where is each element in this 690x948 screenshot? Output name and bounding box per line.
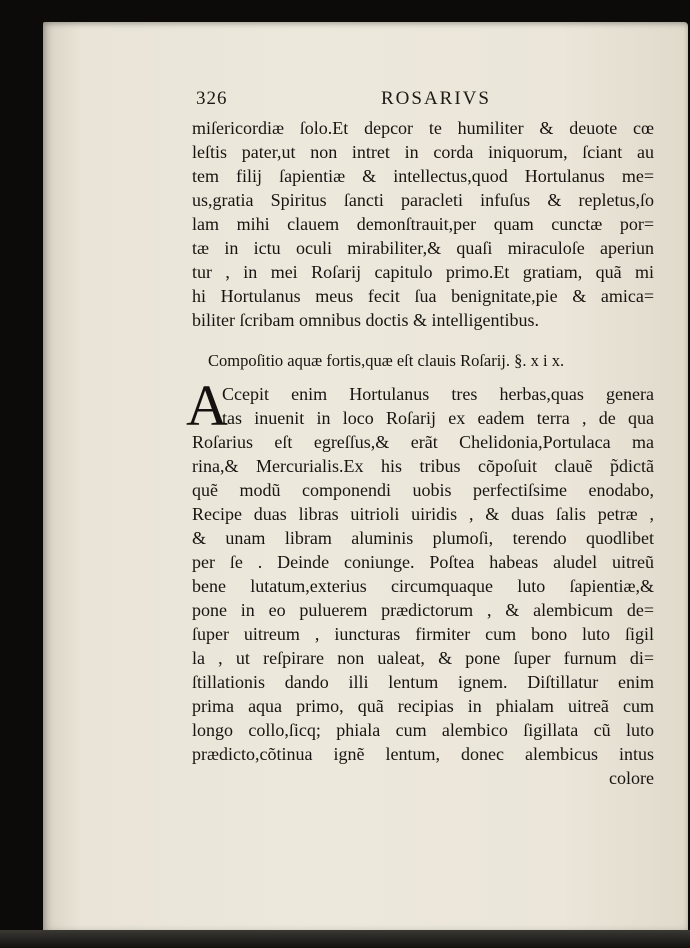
drop-cap: A — [186, 373, 228, 438]
text-line: & unam libram aluminis plumoſi, terendo quodlibet — [192, 528, 654, 548]
text-line: Roſarius eſt egreſſus,& erãt Chelidonia,Portulaca ma — [192, 432, 654, 452]
text-line: miſericordiæ ſolo.Et depcor te humiliter & deuote cœ — [192, 118, 654, 138]
text-line: tæ in ictu oculi mirabiliter,& quaſi miraculoſe aperiun — [192, 238, 654, 258]
paragraph-1 — [192, 116, 654, 332]
text-line: longo collo,ſicq; phiala cum alembico ſigillata cũ luto — [192, 720, 654, 740]
text-line: tem filij ſapientiæ & intellectus,quod Hortulanus me= — [192, 166, 654, 186]
page-number: 326 — [196, 88, 228, 109]
text-line: prædicto,cõtinua ignẽ lentum, donec alembicus intus — [192, 744, 654, 764]
text-line: leſtis pater,ut non intret in corda iniquorum, ſciant au — [192, 142, 654, 162]
text-line: ſuper uitreum , iuncturas firmiter cum bono luto ſigil — [192, 624, 654, 644]
text-line: prima aqua primo, quã recipias in phialam uitreã cum — [192, 696, 654, 716]
running-title: ROSARIVS — [381, 88, 491, 109]
catchword: colore — [609, 768, 654, 788]
text-block — [186, 116, 654, 790]
text-line: bene lutatum,exterius circumquaque luto ſapientiæ,& — [192, 576, 654, 596]
text-line: Ccepit enim Hortulanus tres herbas,quas genera — [222, 384, 654, 404]
text-line: Recipe duas libras uitrioli uiridis , & duas ſalis petræ , — [192, 504, 654, 524]
section-heading: Compoſitio aquæ fortis,quæ eſt clauis Roſarij. §. x i x. — [208, 351, 565, 370]
text-line: per ſe . Deinde coniunge. Poſtea habeas aludel uitreũ — [192, 552, 654, 572]
text-line: biliter ſcribam omnibus doctis & intelligentibus. — [192, 310, 539, 330]
page-header — [196, 88, 666, 112]
text-line: us,gratia Spiritus ſancti paracleti infuſus & repletus,ſo — [192, 190, 654, 210]
text-line: ſtillationis dando illi lentum ignem. Diſtillatur enim — [192, 672, 654, 692]
paragraph-2 — [186, 373, 654, 790]
text-line: quẽ modũ componendi uobis perfectiſsime enodabo, — [192, 480, 654, 500]
text-line: pone in eo puluerem prædictorum , & alembicum de= — [192, 600, 654, 620]
text-line: tur , in mei Roſarij capitulo primo.Et gratiam, quã mi — [192, 262, 654, 282]
text-line: lam mihi clauem demonſtrauit,per quam cunctæ por= — [192, 214, 654, 234]
text-line: rina,& Mercurialis.Ex his tribus cõpoſuit clauẽ p̃dictã — [192, 456, 654, 476]
text-line: hi Hortulanus meus fecit ſua benignitate,pie & amica= — [192, 286, 654, 306]
text-line: tas inuenit in loco Roſarij ex eadem terra , de qua — [222, 408, 654, 428]
text-line: la , ut reſpirare non ualeat, & pone ſuper furnum di= — [192, 648, 654, 668]
scan-bottom-edge — [0, 930, 690, 948]
